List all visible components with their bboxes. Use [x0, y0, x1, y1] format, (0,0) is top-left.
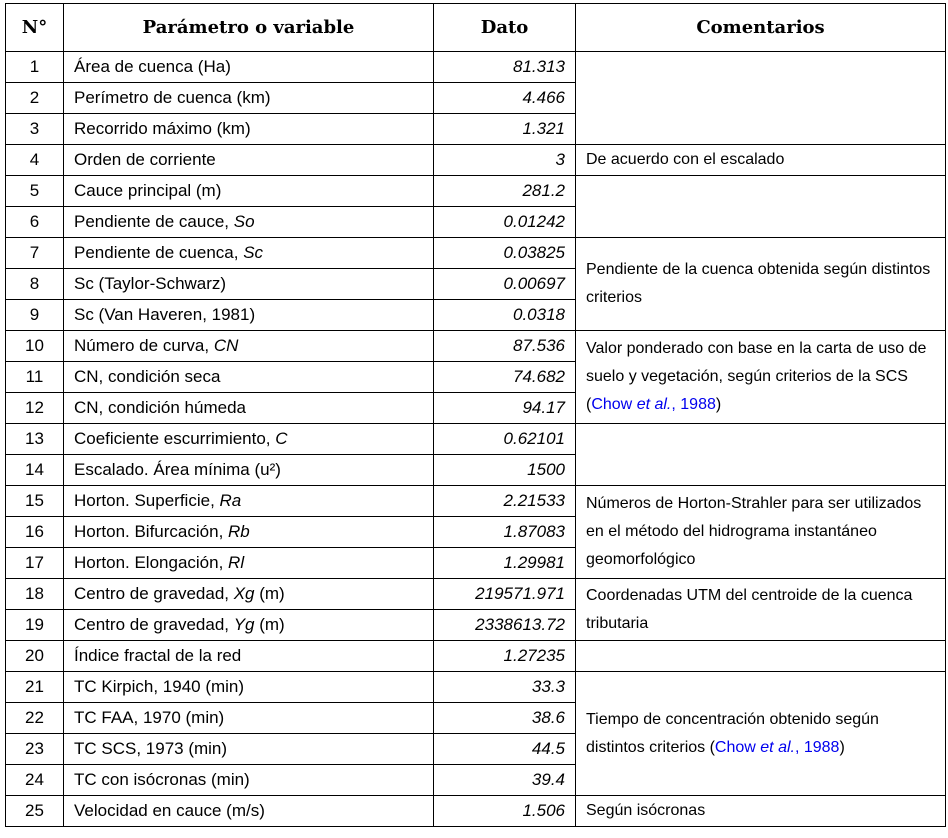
row-number: 12	[6, 393, 64, 424]
parameter-value: 0.00697	[434, 269, 576, 300]
parameter-text: Velocidad en cauce (m/s)	[74, 801, 265, 820]
header-number: N°	[6, 4, 64, 52]
parameter-name	[64, 796, 434, 827]
comment-text: Valor ponderado con base en la carta de uso de suelo y vegetación, según criterios de la SCS (	[586, 340, 927, 413]
parameter-text: TC SCS, 1973 (min)	[74, 739, 228, 758]
row-number: 17	[6, 548, 64, 579]
parameter-value: 1.87083	[434, 517, 576, 548]
comment-cell	[576, 486, 946, 579]
comment-text: Según isócronas	[586, 802, 706, 819]
parameter-symbol: Ra	[219, 491, 242, 510]
row-number: 4	[6, 145, 64, 176]
table-row	[6, 641, 946, 672]
parameter-value: 0.01242	[434, 207, 576, 238]
parameter-text: TC con isócronas (min)	[74, 770, 250, 789]
comment-text: Números de Horton-Strahler para ser utilizados en el método del hidrograma instantáneo geomorfológico	[586, 495, 922, 568]
row-number: 20	[6, 641, 64, 672]
comment-text: Coordenadas UTM del centroide de la cuenca tributaria	[586, 586, 913, 632]
parameter-value: 1.29981	[434, 548, 576, 579]
row-number: 8	[6, 269, 64, 300]
parameter-name	[64, 114, 434, 145]
cite-author: Chow	[591, 396, 637, 413]
parameter-value: 74.682	[434, 362, 576, 393]
parameter-text: Sc (Taylor-Schwarz)	[74, 274, 227, 293]
comment-cell	[576, 796, 946, 827]
row-number: 21	[6, 672, 64, 703]
row-number: 6	[6, 207, 64, 238]
parameter-symbol: Yg	[233, 615, 255, 634]
row-number: 5	[6, 176, 64, 207]
parameter-text: Coeficiente escurrimiento,	[74, 429, 276, 448]
parameter-unit: (m)	[254, 584, 285, 603]
row-number: 15	[6, 486, 64, 517]
row-number: 22	[6, 703, 64, 734]
row-number: 14	[6, 455, 64, 486]
row-number: 24	[6, 765, 64, 796]
parameter-value: 0.0318	[434, 300, 576, 331]
parameter-text: Sc (Van Haveren, 1981)	[74, 305, 256, 324]
parameter-name	[64, 238, 434, 269]
cite-author: Chow	[714, 738, 761, 756]
cite-etal: et al.	[760, 738, 795, 756]
parameter-text: Escalado. Área mínima (u²)	[74, 460, 281, 479]
parameter-name	[64, 300, 434, 331]
header-value: Dato	[434, 4, 576, 52]
table-row	[6, 238, 946, 269]
row-number: 3	[6, 114, 64, 145]
table-row	[6, 672, 946, 703]
parameter-value: 1.506	[434, 796, 576, 827]
parameter-name	[64, 517, 434, 548]
parameter-text: Centro de gravedad,	[74, 584, 234, 603]
parameter-name	[64, 672, 434, 703]
comment-text: Tiempo de concentración obtenido según distintos criterios (	[586, 710, 879, 756]
parameter-value: 4.466	[434, 83, 576, 114]
parameter-name	[64, 486, 434, 517]
row-number: 10	[6, 331, 64, 362]
parameter-symbol: Sc	[243, 243, 264, 262]
row-number: 1	[6, 52, 64, 83]
header-parameter: Parámetro o variable	[64, 4, 434, 52]
parameter-name	[64, 610, 434, 641]
parameter-text: Horton. Superficie,	[74, 491, 220, 510]
parameter-text: Pendiente de cauce,	[74, 212, 234, 231]
citation-link[interactable]	[591, 396, 716, 413]
comment-cell	[576, 579, 946, 641]
parameter-symbol: Xg	[233, 584, 255, 603]
parameter-unit: (m)	[254, 615, 285, 634]
parameter-symbol: Rb	[228, 522, 250, 541]
parameter-text: Orden de corriente	[74, 150, 216, 169]
parameter-value: 38.6	[434, 703, 576, 734]
parameter-name	[64, 548, 434, 579]
parameter-value: 39.4	[434, 765, 576, 796]
parameter-name	[64, 269, 434, 300]
row-number: 13	[6, 424, 64, 455]
parameter-value: 281.2	[434, 176, 576, 207]
parameter-name	[64, 765, 434, 796]
parameter-text: CN, condición seca	[74, 367, 221, 386]
parameter-value: 33.3	[434, 672, 576, 703]
parameter-value: 94.17	[434, 393, 576, 424]
table-row	[6, 331, 946, 362]
parameter-symbol: C	[275, 429, 288, 448]
row-number: 19	[6, 610, 64, 641]
row-number: 23	[6, 734, 64, 765]
parameter-name	[64, 393, 434, 424]
parameter-name	[64, 455, 434, 486]
comment-cell	[576, 52, 946, 145]
parameter-text: TC Kirpich, 1940 (min)	[74, 677, 245, 696]
row-number: 2	[6, 83, 64, 114]
row-number: 11	[6, 362, 64, 393]
table-row	[6, 145, 946, 176]
parameter-text: TC FAA, 1970 (min)	[74, 708, 225, 727]
parameter-value: 44.5	[434, 734, 576, 765]
cite-year: , 1988	[794, 738, 840, 756]
comment-cell	[576, 641, 946, 672]
parameter-name	[64, 734, 434, 765]
table-row	[6, 796, 946, 827]
citation-link[interactable]	[715, 739, 840, 756]
row-number: 16	[6, 517, 64, 548]
comment-cell	[576, 176, 946, 238]
table-row	[6, 424, 946, 455]
parameter-value: 81.313	[434, 52, 576, 83]
parameter-value: 1.27235	[434, 641, 576, 672]
comment-text: Pendiente de la cuenca obtenida según distintos criterios	[586, 261, 931, 306]
parameter-text: Área de cuenca (Ha)	[74, 57, 231, 76]
header-row	[6, 4, 946, 52]
row-number: 9	[6, 300, 64, 331]
parameters-table	[5, 3, 946, 827]
parameter-name	[64, 362, 434, 393]
table-row	[6, 579, 946, 610]
comment-text: De acuerdo con el escalado	[586, 151, 785, 168]
parameter-value: 0.62101	[434, 424, 576, 455]
parameter-name	[64, 52, 434, 83]
parameter-text: Cauce principal (m)	[74, 181, 222, 200]
parameter-symbol: So	[233, 212, 255, 231]
parameter-text: Número de curva,	[74, 336, 214, 355]
parameter-name	[64, 703, 434, 734]
parameter-name	[64, 579, 434, 610]
comment-cell	[576, 672, 946, 796]
parameter-name	[64, 331, 434, 362]
parameter-text: Perímetro de cuenca (km)	[74, 88, 271, 107]
header-comments: Comentarios	[576, 4, 946, 52]
parameter-value: 2338613.72	[434, 610, 576, 641]
table-row	[6, 176, 946, 207]
table-row	[6, 52, 946, 83]
parameter-text: Recorrido máximo (km)	[74, 119, 251, 138]
parameter-text: Pendiente de cuenca,	[74, 243, 244, 262]
parameter-text: CN, condición húmeda	[74, 398, 246, 417]
parameter-symbol: Rl	[228, 553, 245, 572]
row-number: 25	[6, 796, 64, 827]
comment-close: )	[839, 738, 845, 756]
cite-year: , 1988	[671, 396, 716, 413]
parameter-name	[64, 207, 434, 238]
comment-cell	[576, 424, 946, 486]
parameter-text: Horton. Elongación,	[74, 553, 229, 572]
parameter-name	[64, 424, 434, 455]
cite-etal: et al.	[636, 396, 672, 413]
parameter-value: 1.321	[434, 114, 576, 145]
row-number: 18	[6, 579, 64, 610]
parameter-text: Horton. Bifurcación,	[74, 522, 229, 541]
parameter-name	[64, 176, 434, 207]
row-number: 7	[6, 238, 64, 269]
parameter-name	[64, 145, 434, 176]
parameter-value: 2.21533	[434, 486, 576, 517]
comment-cell	[576, 238, 946, 331]
parameter-value: 87.536	[434, 331, 576, 362]
parameter-value: 0.03825	[434, 238, 576, 269]
parameter-value: 3	[434, 145, 576, 176]
table-row	[6, 486, 946, 517]
parameter-value: 1500	[434, 455, 576, 486]
comment-cell	[576, 331, 946, 424]
parameter-name	[64, 641, 434, 672]
parameter-value: 219571.971	[434, 579, 576, 610]
parameter-text: Índice fractal de la red	[74, 646, 242, 665]
parameter-symbol: CN	[213, 336, 239, 355]
comment-cell	[576, 145, 946, 176]
comment-close: )	[715, 396, 722, 413]
parameter-name	[64, 83, 434, 114]
parameter-text: Centro de gravedad,	[74, 615, 234, 634]
